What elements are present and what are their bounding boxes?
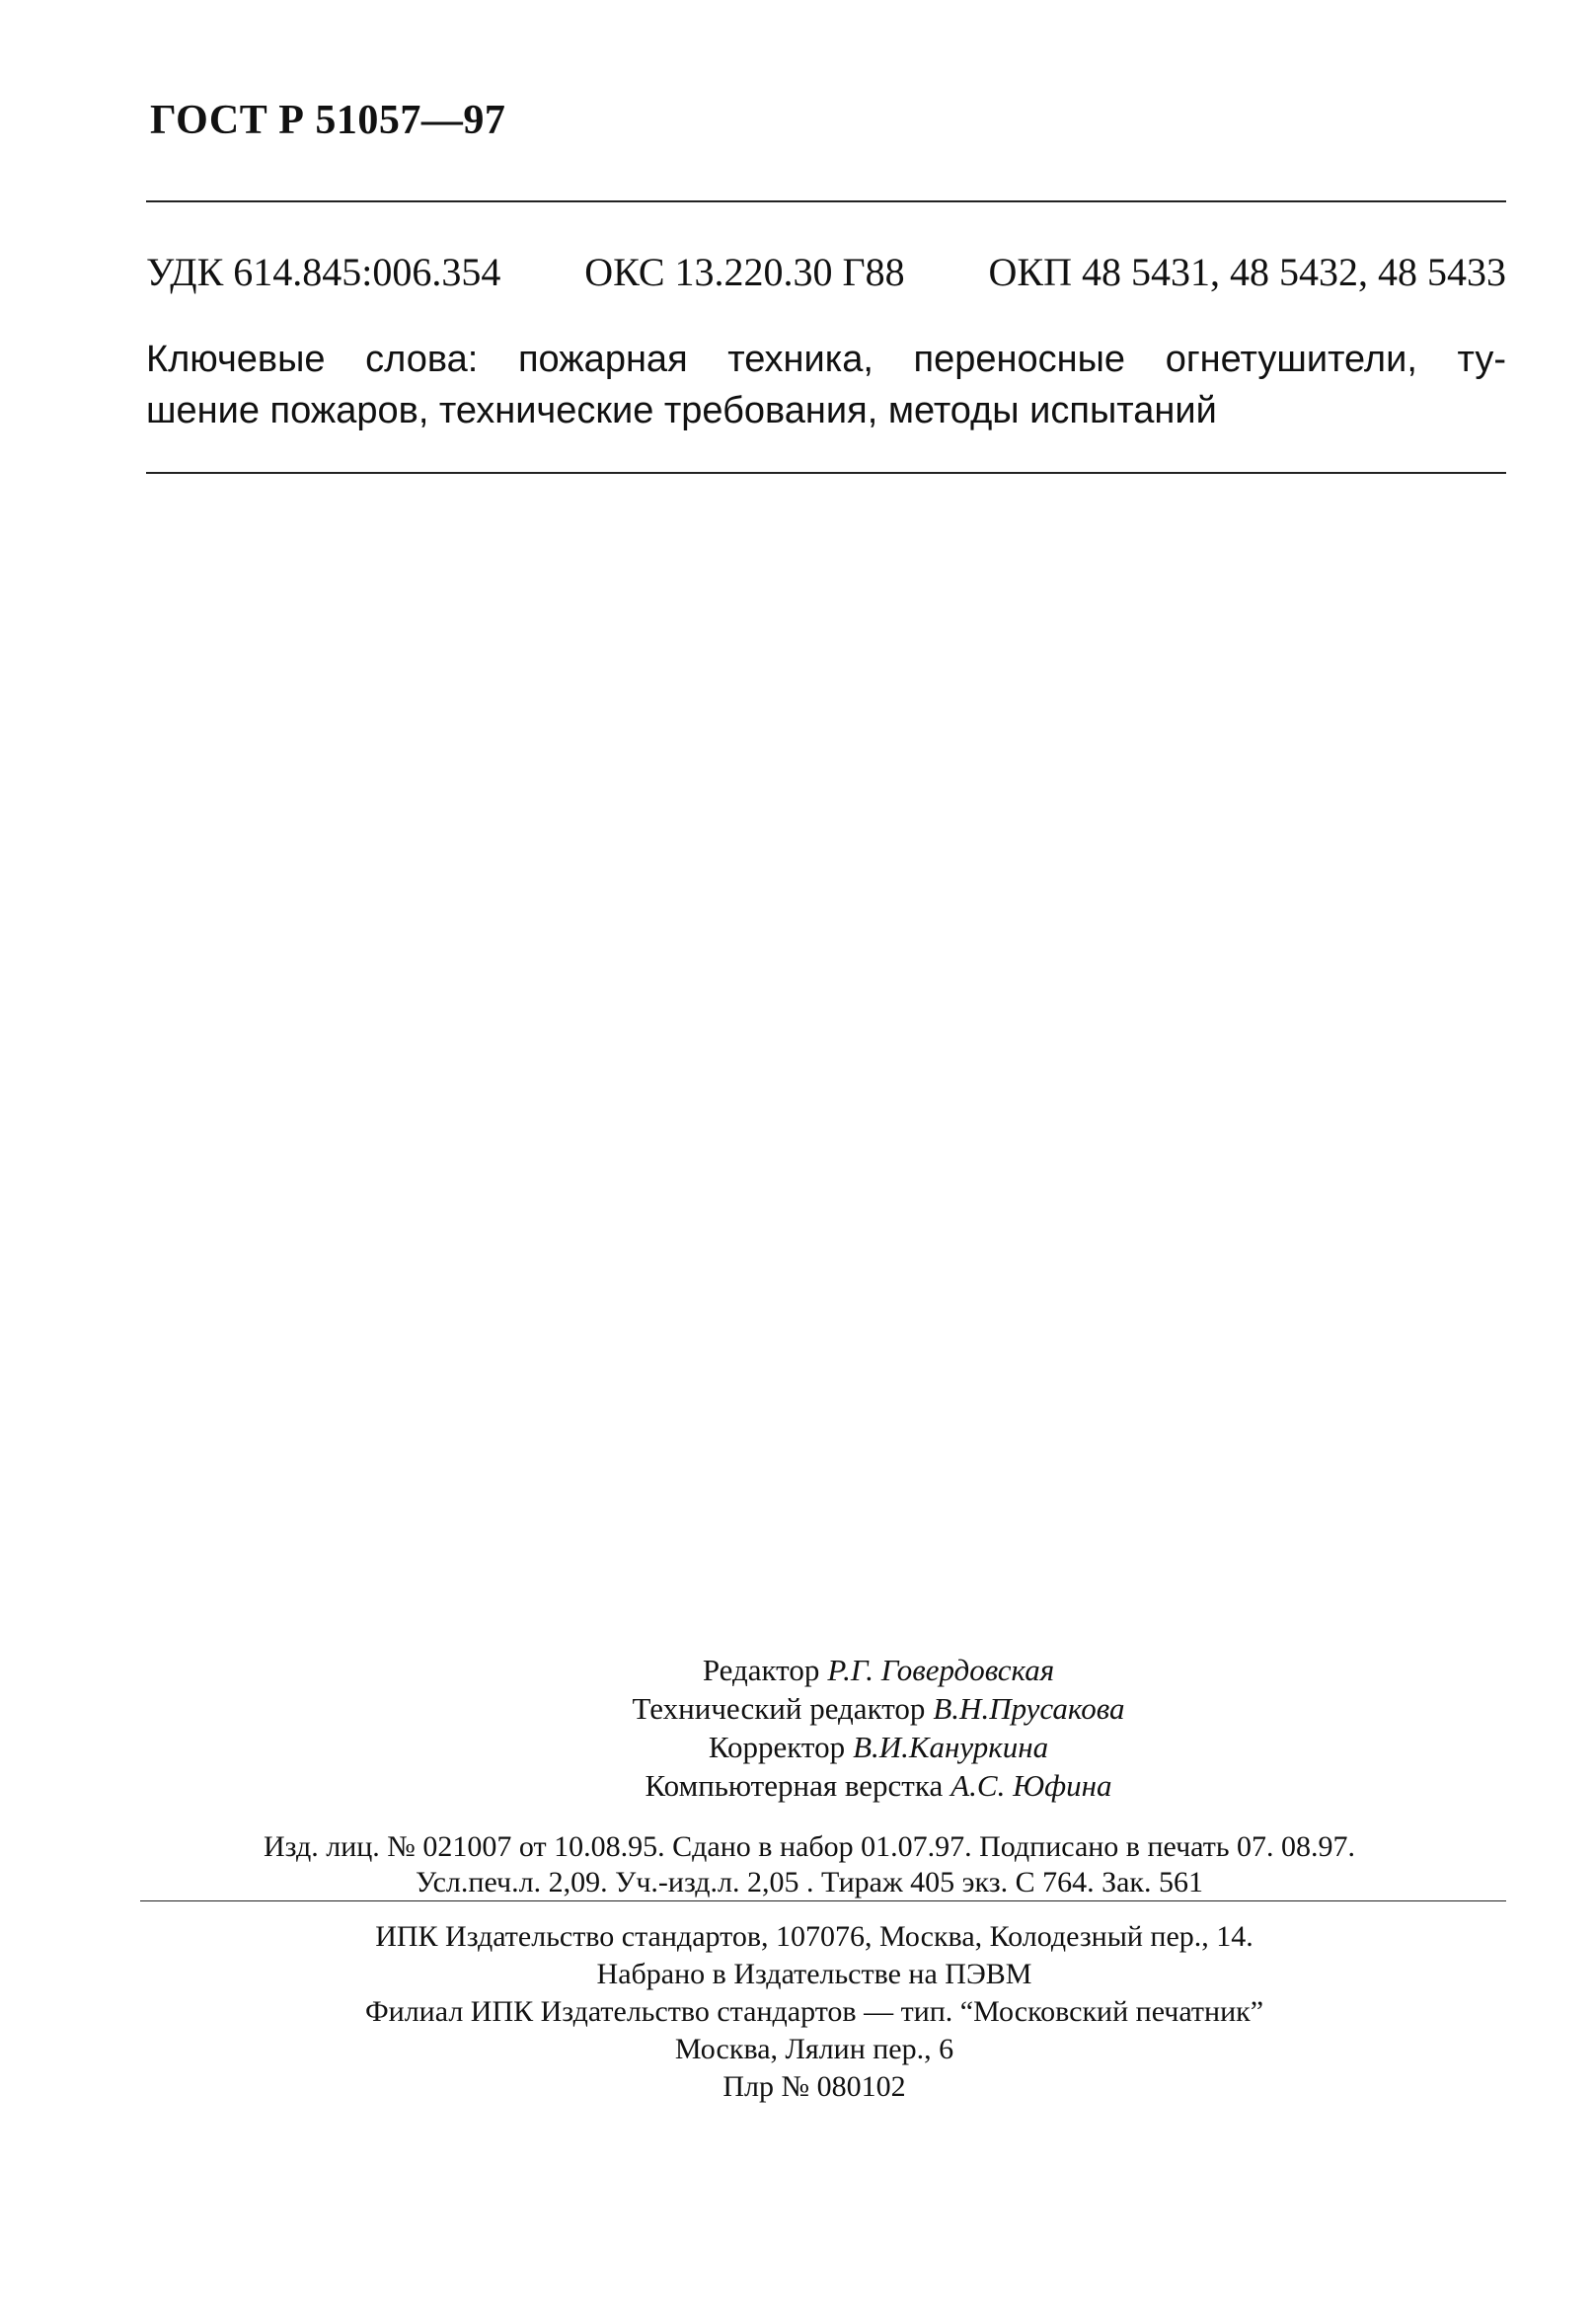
keywords-line-1: Ключевые слова: пожарная техника, переносные огнетушители, ту- [146, 339, 1506, 380]
credit-role: Компьютерная верстка [645, 1768, 944, 1803]
publisher-line-2: Набрано в Издательстве на ПЭВМ [596, 1958, 1032, 1990]
publisher-info [247, 1918, 1382, 2106]
publisher-line-1: ИПК Издательство стандартов, 107076, Москва, Колодезный пер., 14. [375, 1920, 1253, 1953]
keywords-line-2: шение пожаров, технические требования, методы испытаний [146, 390, 1217, 431]
credit-editor [474, 1651, 1283, 1689]
editorial-credits [474, 1651, 1283, 1805]
credit-name: А.С. Юфина [950, 1768, 1112, 1803]
credit-name: Р.Г. Говердовская [827, 1653, 1055, 1687]
print-imprint [158, 1829, 1461, 1900]
credit-role: Технический редактор [632, 1691, 926, 1726]
okp-code: ОКП 48 5431, 48 5432, 48 5433 [988, 250, 1506, 294]
credit-technical-editor [474, 1689, 1283, 1728]
top-divider [146, 200, 1506, 202]
keywords-divider [146, 472, 1506, 474]
publisher-line-3: Филиал ИПК Издательство стандартов — тип. “Московский печатник” [364, 1995, 1264, 2028]
classification-codes [146, 249, 1506, 295]
credit-typesetting [474, 1766, 1283, 1805]
credit-role: Редактор [702, 1653, 820, 1687]
credit-proofreader [474, 1728, 1283, 1766]
udk-code: УДК 614.845:006.354 [146, 250, 501, 294]
credit-name: В.И.Кануркина [853, 1730, 1049, 1764]
imprint-line-1: Изд. лиц. № 021007 от 10.08.95. Сдано в набор 01.07.97. Подписано в печать 07. 08.97. [263, 1830, 1356, 1863]
imprint-line-2: Усл.печ.л. 2,09. Уч.-изд.л. 2,05 . Тираж 405 экз. С 764. Зак. 561 [415, 1866, 1204, 1898]
keywords-block [146, 334, 1506, 436]
standard-designation: ГОСТ Р 51057—97 [150, 98, 506, 143]
credit-name: В.Н.Прусакова [933, 1691, 1125, 1726]
credit-role: Корректор [708, 1730, 846, 1764]
publisher-line-5: Плр № 080102 [722, 2070, 906, 2103]
oks-code: ОКС 13.220.30 Г88 [584, 250, 905, 294]
imprint-divider [140, 1900, 1506, 1901]
publisher-line-4: Москва, Лялин пер., 6 [674, 2033, 954, 2065]
